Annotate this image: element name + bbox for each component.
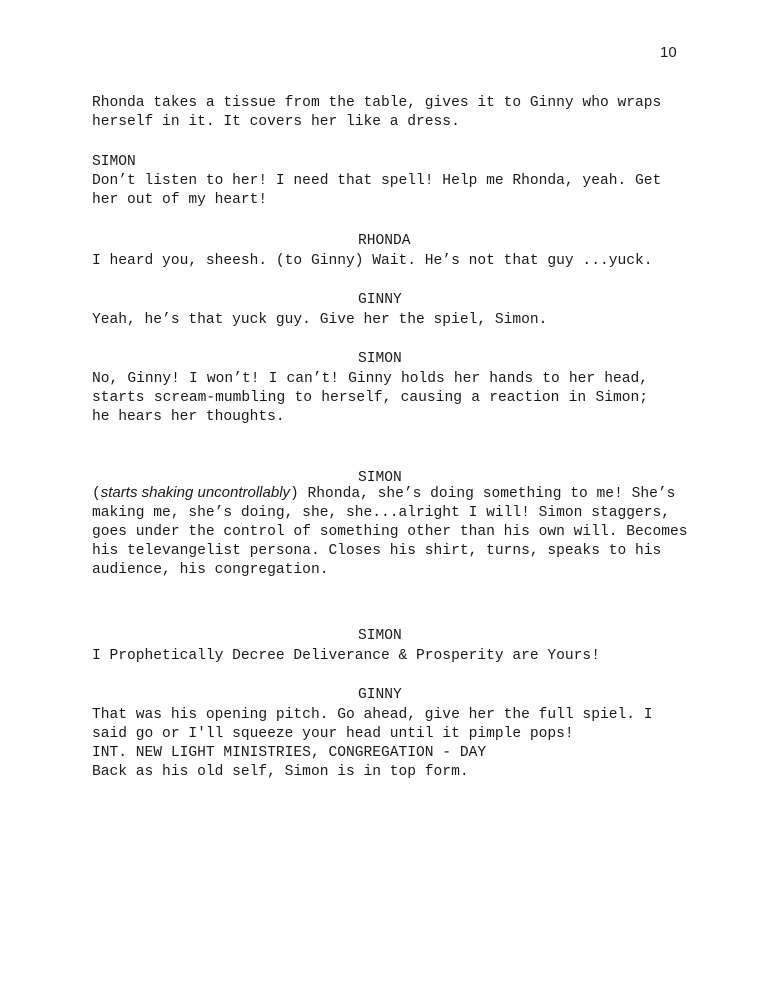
- page-number: 10: [660, 44, 677, 61]
- dialogue: I Prophetically Decree Deliverance & Prosperity are Yours!: [92, 648, 600, 664]
- dialogue: Yeah, he’s that yuck guy. Give her the spiel, Simon.: [92, 312, 548, 328]
- character-name: SIMON: [92, 154, 136, 170]
- character-name: GINNY: [358, 292, 402, 308]
- dialogue: Don’t listen to her! I need that spell! Help me Rhonda, yeah. Get her out of my heart!: [92, 173, 671, 208]
- parenthetical: starts shaking uncontrollably: [100, 484, 291, 501]
- dialogue: No, Ginny! I won’t! I can’t! Ginny holds her hands to her head, starts scream-mumbling to herself, causing a reaction in Simon; he hears her thoughts.: [92, 371, 657, 425]
- character-name: RHONDA: [358, 233, 411, 249]
- action-line: Back as his old self, Simon is in top form.: [92, 764, 469, 780]
- character-name: GINNY: [358, 687, 402, 703]
- dialogue: I heard you, sheesh. (to Ginny) Wait. He’s not that guy ...yuck.: [92, 253, 653, 269]
- character-name: SIMON: [358, 628, 402, 644]
- scene-heading: INT. NEW LIGHT MINISTRIES, CONGREGATION - DAY: [92, 745, 487, 761]
- dialogue-text: ) Rhonda, she’s doing something to me! She’s making me, she’s doing, she, she...alright I will! Simon staggers, goes under the control of something other than his own will. Becomes his televangelist persona. Closes his shirt, turns, speaks to his audience, his congregation.: [92, 486, 697, 578]
- character-name: SIMON: [358, 470, 402, 486]
- dialogue: (starts shaking uncontrollably) Rhonda, she’s doing something to me! She’s making me, she’s doing, she, she...alright I will! Simon staggers, goes under the control of something other than his own will. Becomes his televangelist persona. Closes his shirt, turns, speaks to his audience, his congregation.: [92, 484, 697, 578]
- dialogue: That was his opening pitch. Go ahead, give her the full spiel. I said go or I'll squeeze your head until it pimple pops!: [92, 707, 662, 742]
- action-line: Rhonda takes a tissue from the table, gives it to Ginny who wraps herself in it. It covers her like a dress.: [92, 95, 671, 130]
- character-name: SIMON: [358, 351, 402, 367]
